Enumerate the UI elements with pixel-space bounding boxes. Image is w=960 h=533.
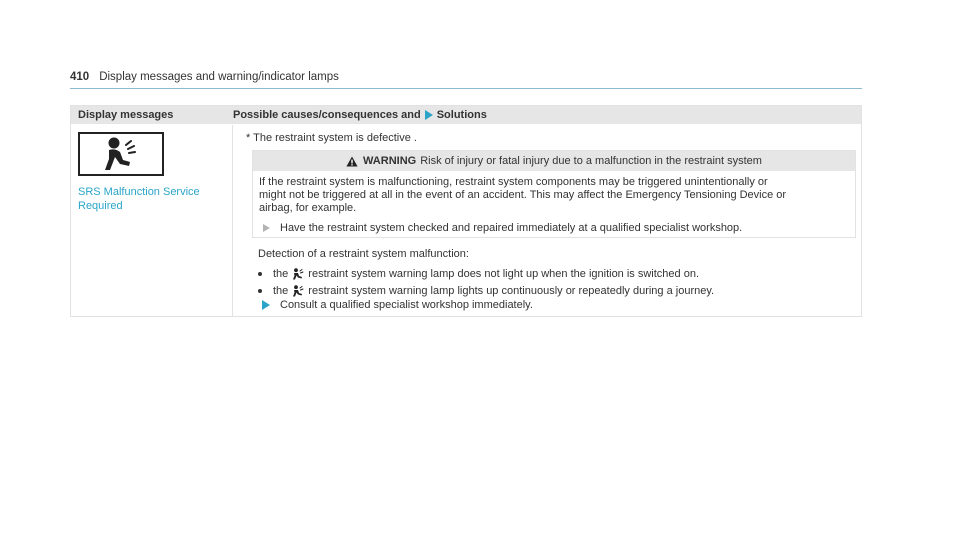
- airbag-occupant-icon: [78, 132, 164, 176]
- warning-title: Risk of injury or fatal injury due to a malfunction in the restraint system: [420, 155, 762, 167]
- arrow-right-icon: [262, 300, 270, 310]
- table-header: [71, 106, 861, 124]
- warning-box: [252, 150, 856, 238]
- list-item: the restraint system warning lamp lights up continuously or repeatedly during a journey.: [258, 285, 714, 297]
- col-header-display-messages: Display messages: [78, 109, 174, 121]
- warning-action: Have the restraint system checked and repaired immediately at a qualified specialist workshop.: [263, 222, 742, 234]
- solution-action: Consult a qualified specialist workshop immediately.: [262, 299, 533, 311]
- bullet-dot: [258, 289, 262, 293]
- warning-label: WARNING: [363, 155, 417, 167]
- detection-intro: Detection of a restraint system malfunction:: [258, 248, 469, 260]
- warning-triangle-icon: [346, 156, 358, 167]
- col-header-causes-prefix: Possible causes/consequences and: [233, 109, 421, 121]
- display-message-text: SRS Malfunction Service Required: [78, 186, 200, 212]
- causes-cell: [233, 125, 861, 316]
- arrow-right-icon: [263, 224, 270, 232]
- warning-header: [253, 151, 855, 171]
- page-title: Display messages and warning/indicator lamps: [99, 71, 339, 83]
- bullet-dot: [258, 272, 262, 276]
- page-header: [70, 71, 862, 89]
- restraint-system-icon: [292, 268, 304, 280]
- list-item: the restraint system warning lamp does not light up when the ignition is switched on.: [258, 268, 699, 280]
- display-message-table: [70, 105, 862, 317]
- cause-text: * The restraint system is defective .: [246, 132, 417, 144]
- warning-body: If the restraint system is malfunctioning, restraint system components may be triggered unintentionally or might not be triggered at all in the event of an accident. This may affect the Emergency Tensioning Device or airbag, for example.: [259, 176, 787, 214]
- col-header-solutions: Solutions: [436, 109, 487, 121]
- restraint-system-icon: [292, 285, 304, 297]
- col-header-causes: [233, 109, 487, 121]
- message-cell: [71, 125, 233, 316]
- arrow-right-icon: [425, 110, 433, 120]
- page-number: 410: [70, 71, 90, 83]
